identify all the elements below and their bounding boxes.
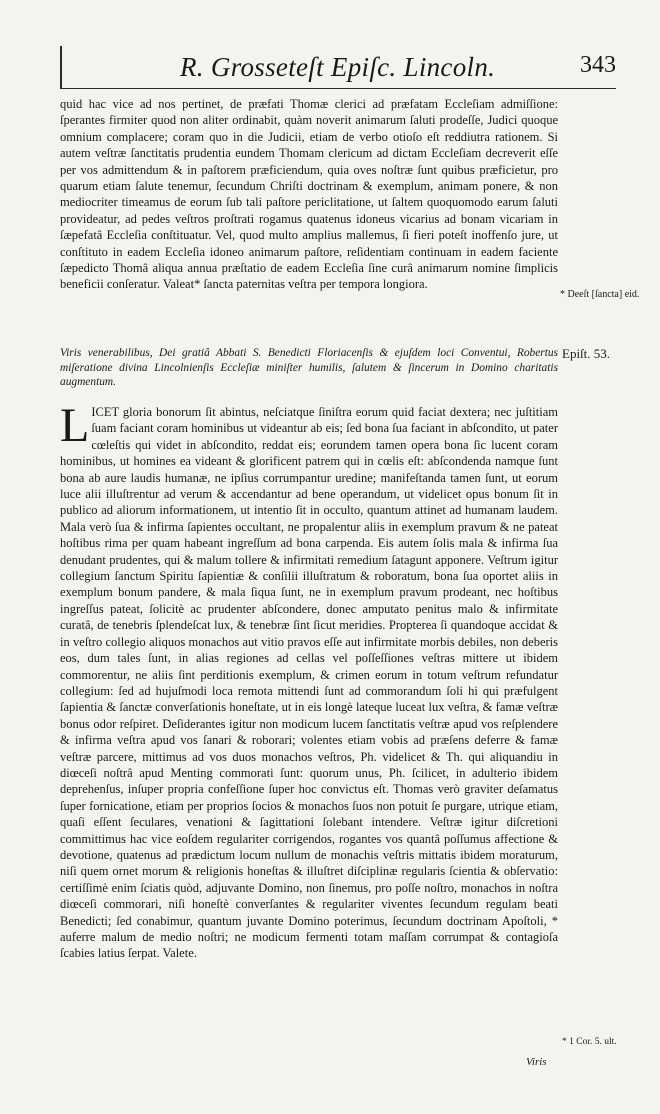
paragraph-letter-body [60, 399, 558, 962]
running-title: R. Grosseteſt Epiſc. Lincoln. [180, 52, 496, 82]
catchword: Viris [526, 1056, 547, 1068]
margin-note-corinthians: * 1 Cor. 5. ult. [562, 1037, 617, 1047]
paragraph-letter-end [60, 96, 558, 293]
running-header [60, 46, 616, 89]
page-number: 343 [580, 52, 616, 78]
header-rule [60, 46, 62, 88]
paragraph-salutation [60, 346, 558, 390]
drop-cap: L [60, 399, 90, 452]
margin-note-deest: * Deeſt [ſancta] eid. [560, 289, 640, 300]
margin-note-epistle-number: Epiſt. 53. [562, 346, 611, 361]
paragraph-text: quid hac vice ad nos pertinet, de præfati Thomæ clerici ad præfatam Eccleſiam admiſſione: ſperantes firmiter quod non aliter ordinabit, quàm noverit animarum ſaluti prodeſſe, Judici quoque omnium complacere; coram quo in die Judicii, etiam de verbo otioſo eſt reddiutra rationem. Si autem veſtræ ſanctitatis prudentia eundem Thomam clericum ad dictam Eccleſiam decreverit eſſe per vos admittendum & in paſtorem præficiendum, quia oves noſtræ ſunt quibus præficietur, pro quarum etiam ſalute tenemur, ſecundum Chriſti doctrinam & exemplum, animam ponere, & non mediocriter timeamus de eorum ſub tali paſtore periclitatione, ut ſaltem quoquomodo earum ſaluti provideatur, ad pedes veſtros proſtrati rogamus quatenus idoneus vicarius ad bonam vicariam in ſæpefatâ Eccleſia conſtituatur. Vel, quod multo amplius mallemus, ſi fieri poteſt inoffenſo jure, ut conſtituto in eadem Eccleſia idoneo animarum paſtore, reſidentiam continuam in eadem faciente ſæpedicto Thomâ aliqua annua præſtatio de eadem Eccleſia ſine curâ animarum nomine ſimplicis beneficii conſeratur. Valeat* ſancta paternitas veſtra per tempora longiora. [60, 97, 558, 292]
salutation-text: Viris venerabilibus, Dei gratiâ Abbati S. Benedicti Floriacenſis & ejuſdem loci Conventui, Robertus miſeratione divina Lincolnienſis Eccleſiæ miniſter humilis, ſalutem & ſincerum in Domino charitatis augmentum. [60, 347, 558, 389]
letter-body-text: ICET gloria bonorum ſit abintus, neſciatque ſiniſtra eorum quid faciat dextera; nec juſtitiam ſuam faciant coram hominibus ut videantur ab eis; ſed bona ſua faciant in abſcondito, ut pater cœleſtis qui videt in abſcondito, reddat eis; eorundem tamen opera bona ſic lucent coram hominibus, ut homines ea videant & glorificent patrem qui in cœlis eſt: abſcondenda namque ſunt bona ab aure laudis humanæ, ne ipſius corrumpantur uredine; manifeſtanda tamen ſunt, ut eorum luce alii illuſtrentur ad verum & accendantur ad bene operandum, ut videlicet opus bonum ſit in publico ad aliorum informationem, ut intentio ſit in occulto, quantum attinet ad humanam laudem. Mala verò ſua & infirma ſapientes occultant, ne propalentur aliis in exemplum pravum & ne pateat hoſtibus rima per quam habeant ingreſſum ad bona carpenda. Eis autem ſolis mala & infirma ſua denudant prudentes, qui & malum tollere & infirmitati remedium ſatagunt apponere. Veſtrum igitur collegium ſanctum Spiritu ſapientiæ & conſilii illuſtratum & roboratum, bona ſua oportet aliis in exemplum bonum pandere, & mala ſiqua ſunt, ne in exemplum pravum prodeant, nec hoſtibus ingreſſus pateat, ſolicitè ac prudenter abſcondere, donec amputato penitus malo & infirmitate curatâ, de tenebris ſplendeſcat lux, & tenebræ ſint ſicut meridies. Propterea ſi quandoque accidat & in veſtro collegio aliquos monachos aut vitio pravos eſſe aut infirmitate morbis debiles, non deberis eos, dum tales ſunt, in alias regiones ad cellas vel poſſeſſiones veſtras mittere ut ibidem commorentur, ne aliis ſint perditionis exemplum, & crimen eorum in totum veſtrum refundatur collegium: ſed ad hujuſmodi loca remota mittendi ſunt ad commorandum ſoli hi qui præfulgent ſapientia & ſanctæ converſationis honeſtate, ut in eis longè lateque luceat lux veſtra, & famæ veſtræ bonus odor reſpiret. Deſiderantes igitur non modicum lucem ſanctitatis veſtræ apud vos reſplendere & infirma veſtra apud vos ſanari & roborari; volentes etiam vobis ad præſens deferre & famæ veſtræ parcere, mittimus ad vos duos monachos veſtros, Ph. videlicet & Th. qui aliquandiu in diœceſi noſtrâ apud Menting commorati ſunt: quorum unus, Ph. ſcilicet, in adulterio ibidem deprehenſus, inſuper propria confeſſione ſuper hoc convictus eſt. Thomas verò graviter deſamatus ſuper fornicatione, etiam per proprios ſocios & monachos ſuos non potuit ſe purgare, utrique etiam, quaſi eſſent ſeculares, venationi & ſagittationi ſolebant intendere. Veſtræ igitur diſcretioni committimus hac vice eoſdem regulariter corrigendos, rogantes vos quantâ poſſumus affectione & devotione, quatenus ad prædictum locum nullum de monachis veſtris mittatis ibidem moraturum, niſi quem ornet morum & religionis honeſtas & illuſtret diſciplinæ regularis ſcientia & obſervatio: certiſſimè enim ſciatis quòd, adjuvante Domino, non ſinemus, pro poſſe noſtro, monachos in noſtra diœceſi commorari, niſi honeſtè converſantes & regulariter viventes ſecundum regulam beati Benedicti; ſed conabimur, quantum juvante Domino poterimus, ſecundum doctrinam Apoſtoli, * auferre malum de medio noſtri; ne modicum fermenti totam maſſam corrumpat & contagioſa ſcabies latius ſerpat. Valete. [60, 405, 558, 961]
